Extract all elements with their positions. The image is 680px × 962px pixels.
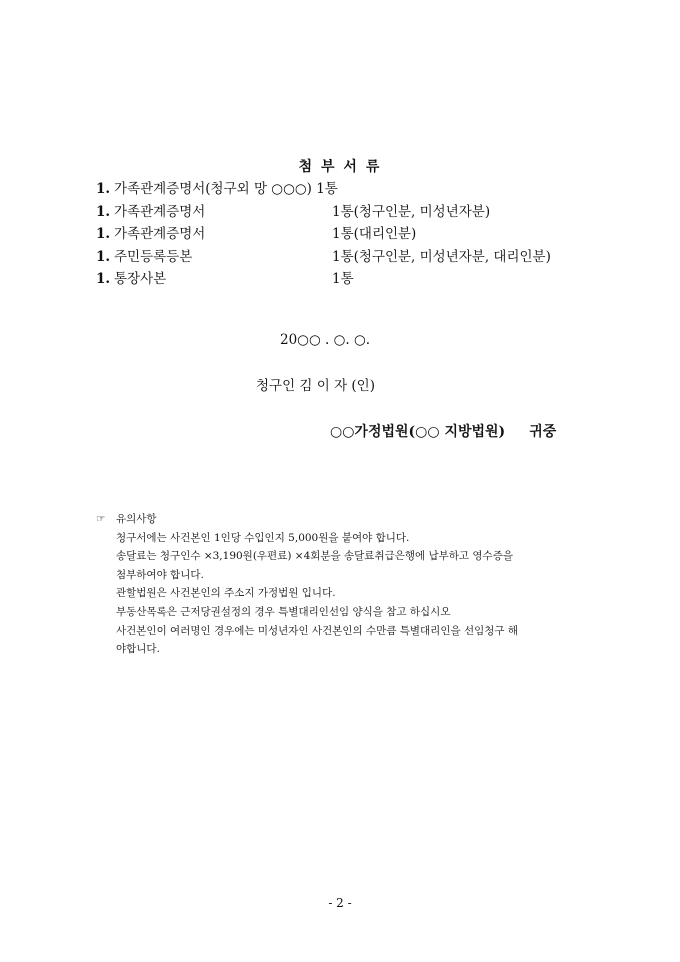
note-line: 사건본인이 여러명인 경우에는 미성년자인 사건본인의 수만큼 특별대리인을 선임청구 해 (116, 624, 518, 637)
attachment-item (96, 246, 616, 269)
attachment-name: 통장사본 (114, 271, 167, 287)
attachment-quantity: 1통(대리인분) (332, 226, 417, 242)
court-addressee (330, 421, 556, 441)
attachment-number: 1. (96, 181, 111, 197)
note-line: 부동산목록은 근저당권설정의 경우 특별대리인선임 양식을 참고 하십시오 (116, 605, 451, 618)
attachment-number: 1. (96, 203, 111, 220)
attachment-item (96, 223, 616, 246)
filing-date: 20○○ . ○. ○. (280, 332, 371, 348)
attachment-number: 1. (96, 248, 111, 265)
pointing-hand-icon: ☞ (96, 513, 106, 525)
attachments-heading: 첨 부 서 류 (298, 159, 382, 175)
note-line: 청구서에는 사건본인 1인당 수입인지 5,000원을 붙여야 합니다. (116, 531, 410, 544)
attachment-item (96, 178, 616, 201)
note-line: 첨부하여야 합니다. (116, 568, 204, 581)
note-line: 송달료는 청구인수 ×3,190원(우편료) ×4회분을 송달료취급은행에 납부하고 영수증을 (116, 550, 513, 563)
note-line: 관할법원은 사건본인의 주소지 가정법원 입니다. (116, 587, 336, 600)
notes-title: ☞ 유의사항 (96, 510, 596, 529)
attachment-quantity: 1통 (332, 271, 354, 287)
attachment-name: 가족관계증명서 (114, 226, 206, 242)
notes-section (96, 510, 596, 659)
court-honorific: 귀중 (529, 424, 557, 440)
attachment-quantity: 1통(청구인분, 미성년자분, 대리인분) (332, 248, 551, 265)
attachment-name: 주민등록등본 (114, 248, 193, 265)
attachment-number: 1. (96, 226, 111, 242)
claimant-signature: 청구인 김 이 자 (인) (256, 378, 375, 394)
attachment-name: 가족관계증명서 (114, 203, 206, 220)
attachment-quantity: 1통 (316, 181, 338, 197)
attachment-item (96, 268, 616, 291)
attachment-item (96, 201, 616, 224)
attachment-number: 1. (96, 271, 111, 287)
attachment-quantity: 1통(청구인분, 미성년자분) (332, 203, 491, 220)
note-line: 야합니다. (116, 643, 160, 656)
court-name: ○○가정법원(○○ 지방법원) (330, 424, 506, 440)
page-number: - 2 - (328, 896, 352, 910)
attachments-list (96, 178, 616, 291)
attachment-name: 가족관계증명서(청구외 망 ○○○) 1통 (114, 181, 338, 197)
